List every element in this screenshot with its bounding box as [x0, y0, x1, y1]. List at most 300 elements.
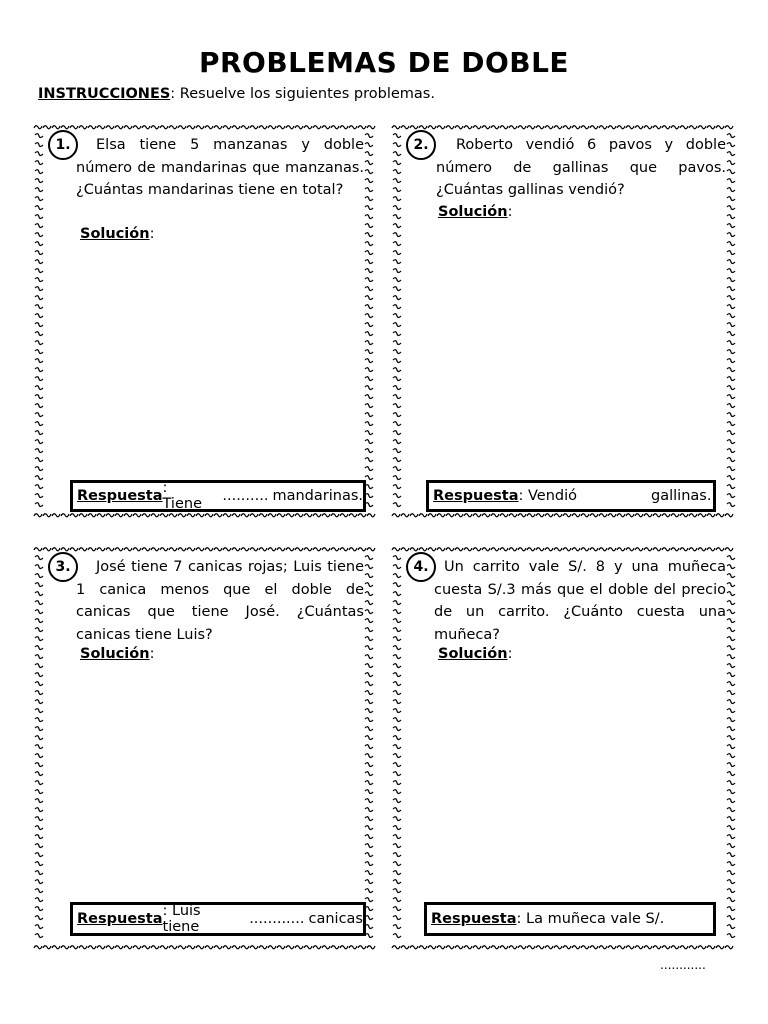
border-squiggle — [43, 548, 51, 551]
border-squiggle — [35, 152, 43, 156]
border-squiggle — [367, 514, 375, 517]
border-squiggle — [241, 946, 249, 949]
border-squiggle — [590, 946, 598, 949]
border-squiggle — [340, 126, 348, 129]
border-squiggle — [52, 126, 60, 129]
border-squiggle — [365, 341, 373, 345]
border-squiggle — [151, 514, 159, 517]
answer-suffix: canicas — [308, 911, 363, 927]
border-squiggle — [393, 925, 401, 929]
border-squiggle — [35, 143, 43, 147]
border-squiggle — [727, 583, 735, 587]
border-squiggle — [124, 548, 132, 551]
border-squiggle — [536, 548, 544, 551]
border-squiggle — [689, 548, 697, 551]
border-squiggle — [727, 844, 735, 848]
border-squiggle — [437, 946, 445, 949]
border-squiggle — [419, 946, 427, 949]
border-squiggle — [554, 946, 562, 949]
border-squiggle — [365, 368, 373, 372]
border-squiggle — [671, 126, 679, 129]
border-squiggle — [727, 619, 735, 623]
border-squiggle — [35, 215, 43, 219]
border-squiggle — [268, 548, 276, 551]
border-squiggle — [35, 727, 43, 731]
border-squiggle — [581, 946, 589, 949]
border-squiggle — [223, 548, 231, 551]
border-squiggle — [35, 592, 43, 596]
border-squiggle — [349, 514, 357, 517]
border-squiggle — [393, 404, 401, 408]
border-squiggle — [572, 946, 580, 949]
border-squiggle — [35, 682, 43, 686]
border-squiggle — [727, 386, 735, 390]
answer-blank-dots: ............ — [660, 958, 706, 972]
border-squiggle — [727, 916, 735, 920]
border-squiggle — [473, 548, 481, 551]
border-squiggle — [446, 514, 454, 517]
border-squiggle — [727, 808, 735, 812]
border-squiggle — [428, 946, 436, 949]
border-squiggle — [393, 781, 401, 785]
border-squiggle — [437, 126, 445, 129]
border-squiggle — [393, 934, 401, 938]
border-squiggle — [88, 548, 96, 551]
border-squiggle — [365, 583, 373, 587]
border-squiggle — [365, 880, 373, 884]
border-squiggle — [727, 458, 735, 462]
border-squiggle — [527, 946, 535, 949]
border-squiggle — [727, 574, 735, 578]
border-squiggle — [635, 946, 643, 949]
border-squiggle — [365, 745, 373, 749]
border-squiggle — [365, 332, 373, 336]
border-squiggle — [268, 126, 276, 129]
border-squiggle — [727, 565, 735, 569]
border-squiggle — [680, 126, 688, 129]
border-squiggle — [473, 946, 481, 949]
border-squiggle — [365, 844, 373, 848]
border-squiggle — [35, 359, 43, 363]
problem-text: Un carrito vale S/. 8 y una muñeca cuesta S/.3 más que el doble del precio de un carrito. ¿Cuánto cuesta una muñeca? — [434, 559, 726, 643]
border-squiggle — [106, 126, 114, 129]
border-squiggle — [473, 514, 481, 517]
border-squiggle — [115, 946, 123, 949]
border-squiggle — [304, 946, 312, 949]
border-squiggle — [509, 946, 517, 949]
border-squiggle — [35, 664, 43, 668]
border-squiggle — [393, 592, 401, 596]
border-squiggle — [599, 548, 607, 551]
border-squiggle — [617, 514, 625, 517]
border-squiggle — [727, 700, 735, 704]
border-squiggle — [232, 548, 240, 551]
border-squiggle — [393, 206, 401, 210]
border-squiggle — [35, 341, 43, 345]
border-squiggle — [358, 946, 366, 949]
border-squiggle — [727, 242, 735, 246]
border-squiggle — [35, 880, 43, 884]
border-squiggle — [295, 946, 303, 949]
border-squiggle — [608, 946, 616, 949]
border-squiggle — [727, 215, 735, 219]
border-squiggle — [653, 514, 661, 517]
problem-text: José tiene 7 canicas rojas; Luis tiene 1 canica menos que el doble de canicas que tiene José. ¿Cuántas canicas tiene Luis? — [76, 559, 364, 643]
border-squiggle — [340, 946, 348, 949]
border-squiggle — [35, 449, 43, 453]
border-squiggle — [393, 700, 401, 704]
border-squiggle — [35, 673, 43, 677]
border-squiggle — [716, 514, 724, 517]
border-squiggle — [727, 664, 735, 668]
border-squiggle — [590, 514, 598, 517]
border-squiggle — [365, 278, 373, 282]
border-squiggle — [393, 314, 401, 318]
border-squiggle — [365, 817, 373, 821]
border-squiggle — [35, 907, 43, 911]
border-squiggle — [727, 880, 735, 884]
border-squiggle — [590, 126, 598, 129]
answer-label: Respuesta — [77, 911, 163, 927]
border-squiggle — [365, 934, 373, 938]
border-squiggle — [79, 946, 87, 949]
border-squiggle — [662, 548, 670, 551]
border-squiggle — [286, 514, 294, 517]
border-squiggle — [313, 946, 321, 949]
border-squiggle — [599, 514, 607, 517]
border-squiggle — [727, 682, 735, 686]
border-squiggle — [365, 242, 373, 246]
border-squiggle — [644, 514, 652, 517]
border-squiggle — [35, 287, 43, 291]
border-squiggle — [393, 503, 401, 507]
border-squiggle — [115, 548, 123, 551]
border-squiggle — [35, 925, 43, 929]
border-squiggle — [196, 548, 204, 551]
border-squiggle — [259, 548, 267, 551]
border-squiggle — [727, 907, 735, 911]
border-squiggle — [365, 395, 373, 399]
border-squiggle — [536, 126, 544, 129]
border-squiggle — [35, 835, 43, 839]
border-squiggle — [365, 161, 373, 165]
border-squiggle — [626, 514, 634, 517]
border-squiggle — [393, 664, 401, 668]
border-squiggle — [727, 260, 735, 264]
border-squiggle — [393, 718, 401, 722]
border-squiggle — [727, 835, 735, 839]
border-squiggle — [727, 179, 735, 183]
border-squiggle — [500, 946, 508, 949]
border-squiggle — [727, 332, 735, 336]
border-squiggle — [653, 548, 661, 551]
border-squiggle — [393, 907, 401, 911]
border-squiggle — [205, 514, 213, 517]
border-squiggle — [79, 126, 87, 129]
problem-text: Roberto vendió 6 pavos y doble número de gallinas que pavos. ¿Cuántas gallinas vendió? — [436, 137, 726, 198]
border-squiggle — [286, 946, 294, 949]
border-squiggle — [716, 548, 724, 551]
border-squiggle — [393, 305, 401, 309]
border-squiggle — [410, 548, 418, 551]
answer-prefix: : Luis tiene — [162, 903, 201, 935]
border-squiggle — [635, 514, 643, 517]
border-squiggle — [518, 946, 526, 949]
solution-label-text: Solución — [80, 646, 150, 662]
border-squiggle — [331, 126, 339, 129]
border-squiggle — [464, 126, 472, 129]
border-squiggle — [313, 126, 321, 129]
border-squiggle — [35, 844, 43, 848]
border-squiggle — [35, 233, 43, 237]
border-squiggle — [393, 745, 401, 749]
border-squiggle — [322, 548, 330, 551]
border-squiggle — [365, 305, 373, 309]
border-squiggle — [365, 619, 373, 623]
solution-label-text: Solución — [80, 226, 150, 242]
border-squiggle — [727, 269, 735, 273]
border-squiggle — [727, 646, 735, 650]
border-squiggle — [727, 206, 735, 210]
border-squiggle — [115, 126, 123, 129]
border-squiggle — [205, 946, 213, 949]
border-squiggle — [35, 485, 43, 489]
border-squiggle — [35, 161, 43, 165]
border-squiggle — [304, 548, 312, 551]
border-squiggle — [491, 126, 499, 129]
border-squiggle — [365, 709, 373, 713]
border-squiggle — [35, 404, 43, 408]
border-squiggle — [196, 126, 204, 129]
border-squiggle — [393, 835, 401, 839]
answer-box — [424, 902, 716, 936]
border-squiggle — [250, 514, 258, 517]
border-squiggle — [223, 946, 231, 949]
border-squiggle — [365, 889, 373, 893]
border-squiggle — [393, 242, 401, 246]
border-squiggle — [322, 514, 330, 517]
border-squiggle — [727, 853, 735, 857]
border-squiggle — [727, 341, 735, 345]
border-squiggle — [35, 251, 43, 255]
border-squiggle — [727, 637, 735, 641]
border-squiggle — [259, 514, 267, 517]
border-squiggle — [97, 946, 105, 949]
border-squiggle — [160, 514, 168, 517]
border-squiggle — [410, 126, 418, 129]
border-squiggle — [35, 637, 43, 641]
border-squiggle — [455, 126, 463, 129]
border-squiggle — [419, 126, 427, 129]
border-squiggle — [410, 514, 418, 517]
problem-card-2 — [388, 120, 738, 520]
border-squiggle — [35, 413, 43, 417]
border-squiggle — [509, 548, 517, 551]
border-squiggle — [365, 134, 373, 138]
border-squiggle — [393, 682, 401, 686]
border-squiggle — [653, 126, 661, 129]
border-squiggle — [365, 503, 373, 507]
border-squiggle — [277, 946, 285, 949]
border-squiggle — [365, 350, 373, 354]
border-squiggle — [365, 467, 373, 471]
border-squiggle — [133, 126, 141, 129]
border-squiggle — [727, 233, 735, 237]
border-squiggle — [365, 871, 373, 875]
border-squiggle — [644, 946, 652, 949]
border-squiggle — [608, 514, 616, 517]
border-squiggle — [286, 548, 294, 551]
border-squiggle — [365, 485, 373, 489]
border-squiggle — [35, 323, 43, 327]
border-squiggle — [35, 197, 43, 201]
answer-prefix: : Tiene — [162, 480, 202, 512]
border-squiggle — [286, 126, 294, 129]
border-squiggle — [500, 514, 508, 517]
border-squiggle — [393, 637, 401, 641]
border-squiggle — [393, 619, 401, 623]
border-squiggle — [437, 514, 445, 517]
border-squiggle — [727, 161, 735, 165]
border-squiggle — [671, 548, 679, 551]
border-squiggle — [491, 514, 499, 517]
border-squiggle — [365, 449, 373, 453]
border-squiggle — [727, 763, 735, 767]
border-squiggle — [187, 126, 195, 129]
border-squiggle — [70, 946, 78, 949]
border-squiggle — [727, 889, 735, 893]
solution-label: Solución: — [80, 226, 155, 242]
border-squiggle — [35, 242, 43, 246]
border-squiggle — [365, 143, 373, 147]
border-squiggle — [393, 817, 401, 821]
problem-number-badge: 4. — [406, 552, 436, 582]
border-squiggle — [365, 781, 373, 785]
border-squiggle — [43, 126, 51, 129]
border-squiggle — [35, 386, 43, 390]
border-squiggle — [365, 296, 373, 300]
border-squiggle — [727, 601, 735, 605]
border-squiggle — [35, 628, 43, 632]
border-squiggle — [35, 278, 43, 282]
border-squiggle — [527, 548, 535, 551]
border-squiggle — [35, 709, 43, 713]
border-squiggle — [52, 946, 60, 949]
border-squiggle — [35, 467, 43, 471]
answer-label: Respuesta — [433, 488, 519, 504]
border-squiggle — [727, 197, 735, 201]
border-squiggle — [142, 548, 150, 551]
border-squiggle — [545, 946, 553, 949]
border-squiggle — [365, 440, 373, 444]
border-squiggle — [35, 206, 43, 210]
border-squiggle — [393, 431, 401, 435]
border-squiggle — [689, 514, 697, 517]
border-squiggle — [393, 260, 401, 264]
border-squiggle — [393, 134, 401, 138]
border-squiggle — [241, 126, 249, 129]
border-squiggle — [727, 628, 735, 632]
border-squiggle — [727, 404, 735, 408]
border-squiggle — [365, 170, 373, 174]
border-squiggle — [365, 359, 373, 363]
border-squiggle — [518, 126, 526, 129]
border-squiggle — [35, 763, 43, 767]
border-squiggle — [124, 946, 132, 949]
border-squiggle — [689, 126, 697, 129]
border-squiggle — [295, 126, 303, 129]
border-squiggle — [446, 548, 454, 551]
border-squiggle — [727, 350, 735, 354]
border-squiggle — [365, 799, 373, 803]
border-squiggle — [365, 673, 373, 677]
solution-label: Solución: — [80, 646, 155, 662]
border-squiggle — [35, 691, 43, 695]
border-squiggle — [727, 152, 735, 156]
border-squiggle — [358, 126, 366, 129]
border-squiggle — [393, 691, 401, 695]
border-squiggle — [653, 946, 661, 949]
border-squiggle — [142, 514, 150, 517]
border-squiggle — [393, 278, 401, 282]
border-squiggle — [393, 251, 401, 255]
border-squiggle — [35, 799, 43, 803]
border-squiggle — [365, 916, 373, 920]
border-squiggle — [581, 548, 589, 551]
border-squiggle — [365, 260, 373, 264]
border-squiggle — [393, 610, 401, 614]
border-squiggle — [727, 925, 735, 929]
border-squiggle — [482, 548, 490, 551]
border-squiggle — [106, 946, 114, 949]
border-squiggle — [349, 548, 357, 551]
border-squiggle — [365, 907, 373, 911]
border-squiggle — [365, 251, 373, 255]
border-squiggle — [35, 305, 43, 309]
border-squiggle — [304, 514, 312, 517]
border-squiggle — [707, 126, 715, 129]
border-squiggle — [680, 548, 688, 551]
border-squiggle — [223, 126, 231, 129]
border-squiggle — [367, 126, 375, 129]
instructions — [38, 86, 435, 102]
border-squiggle — [250, 946, 258, 949]
border-squiggle — [35, 503, 43, 507]
border-squiggle — [727, 655, 735, 659]
border-squiggle — [365, 682, 373, 686]
border-squiggle — [142, 126, 150, 129]
border-squiggle — [599, 126, 607, 129]
border-squiggle — [727, 817, 735, 821]
border-squiggle — [232, 514, 240, 517]
border-squiggle — [250, 548, 258, 551]
border-squiggle — [727, 449, 735, 453]
border-squiggle — [393, 170, 401, 174]
border-squiggle — [727, 754, 735, 758]
border-squiggle — [35, 494, 43, 498]
border-squiggle — [34, 514, 42, 517]
border-squiggle — [169, 126, 177, 129]
border-squiggle — [393, 880, 401, 884]
border-squiggle — [365, 664, 373, 668]
border-squiggle — [727, 934, 735, 938]
border-squiggle — [365, 476, 373, 480]
border-squiggle — [393, 440, 401, 444]
border-squiggle — [536, 946, 544, 949]
border-squiggle — [393, 386, 401, 390]
border-squiggle — [635, 126, 643, 129]
border-squiggle — [35, 646, 43, 650]
